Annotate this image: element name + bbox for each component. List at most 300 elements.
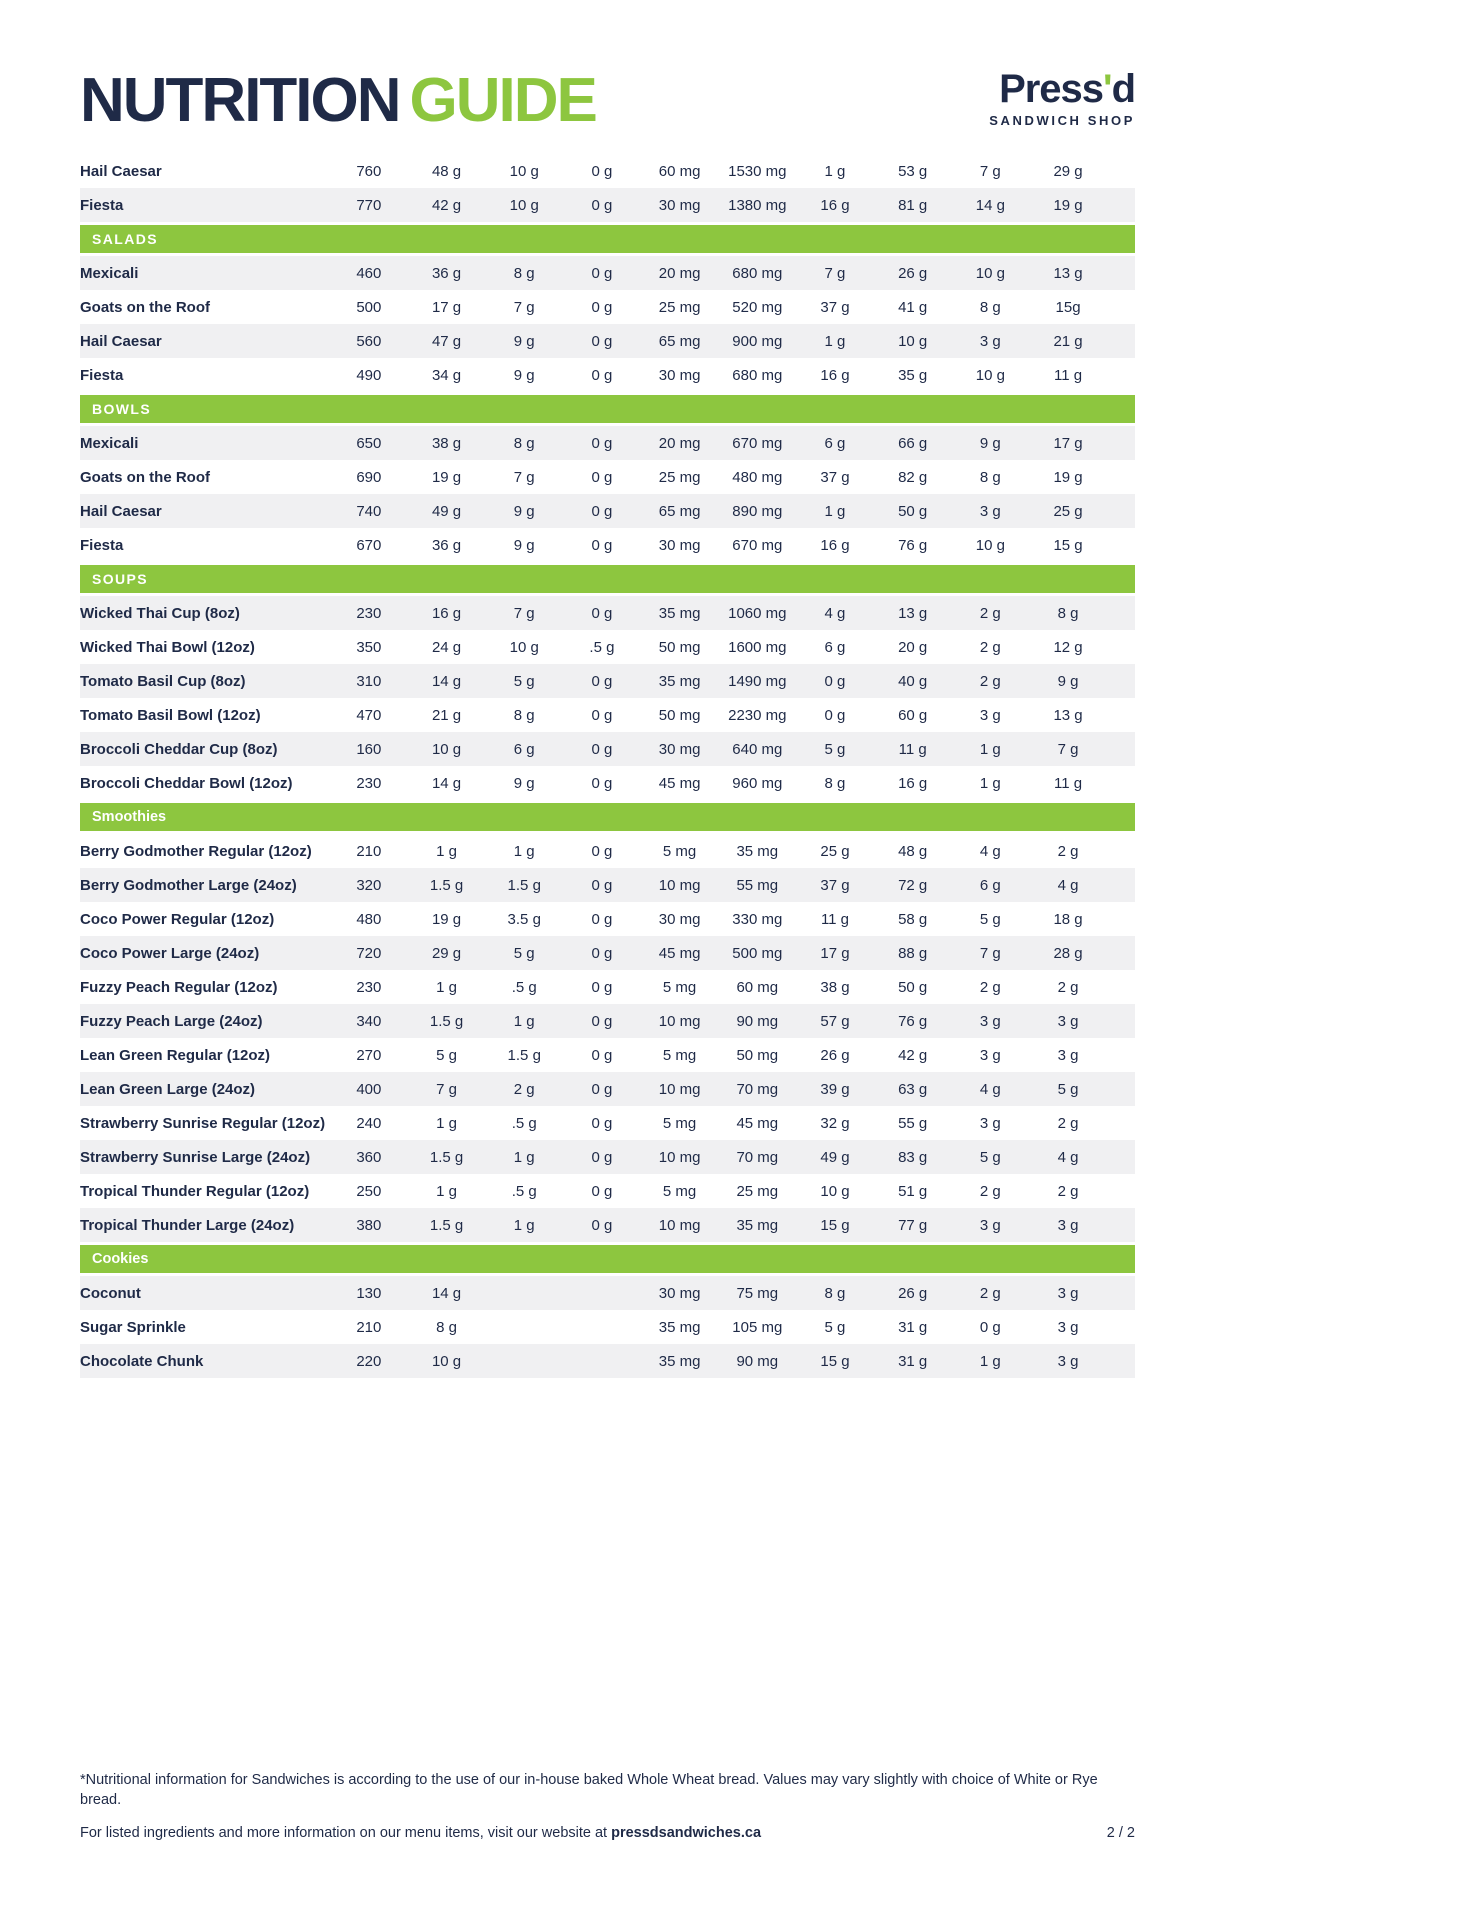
item-value-cell: 45 mg xyxy=(658,944,701,962)
table-row xyxy=(80,596,1135,630)
item-value-cell: 19 g xyxy=(431,468,462,486)
item-value-cell: 6 g xyxy=(513,740,535,758)
item-value-cell: 25 mg xyxy=(658,468,701,486)
item-value-cell: 76 g xyxy=(898,1012,928,1030)
item-value-cell: 18 g xyxy=(1053,910,1083,928)
item-value-cell: 310 xyxy=(356,672,382,690)
item-value-cell: 960 mg xyxy=(732,774,783,792)
item-value-cell: 0 g xyxy=(591,264,613,282)
item-name-cell: Sugar Sprinkle xyxy=(80,1318,186,1336)
item-value-cell xyxy=(485,1276,563,1310)
table-row xyxy=(80,868,1135,902)
item-value-cell: 4 g xyxy=(1057,876,1079,894)
row-spacer xyxy=(1107,324,1135,358)
item-value-cell: 77 g xyxy=(898,1216,928,1234)
item-value-cell: 10 g xyxy=(509,162,539,180)
item-value-cell: 13 g xyxy=(1053,264,1083,282)
item-name-cell: Fiesta xyxy=(80,366,124,384)
item-value-cell: 680 mg xyxy=(732,366,783,384)
item-value-cell: 4 g xyxy=(979,1080,1001,1098)
page-footer xyxy=(80,1770,1135,1843)
row-spacer xyxy=(1107,630,1135,664)
item-value-cell: 40 g xyxy=(898,672,928,690)
table-row xyxy=(80,936,1135,970)
row-spacer xyxy=(1107,1344,1135,1378)
item-value-cell: 1 g xyxy=(824,162,846,180)
section-header-cell xyxy=(80,222,1135,256)
item-value-cell: 16 g xyxy=(820,196,850,214)
item-value-cell: 270 xyxy=(356,1046,382,1064)
item-value-cell: 2 g xyxy=(979,638,1001,656)
item-name-cell: Tropical Thunder Regular (12oz) xyxy=(80,1182,310,1200)
item-value-cell: 13 g xyxy=(1053,706,1083,724)
item-value-cell: 3 g xyxy=(1057,1012,1079,1030)
item-value-cell: 8 g xyxy=(513,434,535,452)
section-bar: Cookies xyxy=(80,1245,1135,1273)
item-value-cell: 83 g xyxy=(898,1148,928,1166)
item-value-cell: 60 mg xyxy=(736,978,779,996)
item-value-cell: 7 g xyxy=(513,298,535,316)
item-value-cell: 90 mg xyxy=(736,1012,779,1030)
item-value-cell: 70 mg xyxy=(736,1080,779,1098)
item-name-cell: Goats on the Roof xyxy=(80,468,210,486)
logo-brand-text xyxy=(989,69,1135,109)
logo-brand-post: d xyxy=(1111,67,1135,111)
row-spacer xyxy=(1107,256,1135,290)
item-value-cell: 50 g xyxy=(898,978,928,996)
item-value-cell: 37 g xyxy=(820,876,850,894)
item-value-cell: 76 g xyxy=(898,536,928,554)
item-value-cell: 0 g xyxy=(591,162,613,180)
item-value-cell: 2230 mg xyxy=(728,706,787,724)
table-row xyxy=(80,1310,1135,1344)
item-value-cell: 42 g xyxy=(898,1046,928,1064)
item-value-cell: 15 g xyxy=(1053,536,1083,554)
item-value-cell: 8 g xyxy=(513,264,535,282)
item-value-cell: 210 xyxy=(356,842,382,860)
item-value-cell: 3 g xyxy=(979,1012,1001,1030)
item-value-cell: 0 g xyxy=(824,672,846,690)
row-spacer xyxy=(1107,154,1135,188)
item-value-cell: 490 xyxy=(356,366,382,384)
item-value-cell: 4 g xyxy=(979,842,1001,860)
item-value-cell: 10 g xyxy=(898,332,928,350)
item-value-cell: 1060 mg xyxy=(728,604,787,622)
item-name-cell: Fiesta xyxy=(80,196,124,214)
item-value-cell: 720 xyxy=(356,944,382,962)
item-value-cell: 39 g xyxy=(820,1080,850,1098)
section-header-row xyxy=(80,222,1135,256)
item-name-cell: Chocolate Chunk xyxy=(80,1352,204,1370)
item-value-cell: 9 g xyxy=(513,502,535,520)
item-value-cell: 30 mg xyxy=(658,1284,701,1302)
item-value-cell: 3 g xyxy=(979,332,1001,350)
item-value-cell: 6 g xyxy=(824,638,846,656)
item-value-cell: 26 g xyxy=(898,1284,928,1302)
item-value-cell: 32 g xyxy=(820,1114,850,1132)
table-row xyxy=(80,290,1135,324)
item-value-cell: 7 g xyxy=(513,468,535,486)
item-value-cell: 0 g xyxy=(591,910,613,928)
item-value-cell: 380 xyxy=(356,1216,382,1234)
footer-row xyxy=(80,1823,1135,1843)
item-value-cell: 9 g xyxy=(513,536,535,554)
item-value-cell: 0 g xyxy=(591,1182,613,1200)
item-value-cell: 5 mg xyxy=(662,1182,697,1200)
item-name-cell: Tomato Basil Cup (8oz) xyxy=(80,672,246,690)
item-value-cell: 690 xyxy=(356,468,382,486)
item-value-cell: 8 g xyxy=(979,298,1001,316)
item-name-cell: Tomato Basil Bowl (12oz) xyxy=(80,706,261,724)
item-value-cell: 8 g xyxy=(513,706,535,724)
table-row xyxy=(80,426,1135,460)
item-value-cell: 11 g xyxy=(1054,774,1083,792)
item-value-cell: 0 g xyxy=(591,468,613,486)
item-value-cell: 16 g xyxy=(431,604,462,622)
website-link[interactable]: pressdsandwiches.ca xyxy=(611,1825,762,1841)
item-value-cell: 19 g xyxy=(1053,196,1083,214)
page-number: 2 / 2 xyxy=(1106,1825,1135,1841)
item-value-cell: 0 g xyxy=(824,706,846,724)
row-spacer xyxy=(1107,1004,1135,1038)
item-value-cell: 34 g xyxy=(431,366,462,384)
item-value-cell: 26 g xyxy=(898,264,928,282)
table-row xyxy=(80,528,1135,562)
item-value-cell: 88 g xyxy=(898,944,928,962)
row-spacer xyxy=(1107,766,1135,800)
item-value-cell: 14 g xyxy=(431,774,462,792)
item-value-cell: 1 g xyxy=(824,332,846,350)
item-value-cell: 670 xyxy=(356,536,382,554)
title-word-guide: GUIDE xyxy=(409,66,596,135)
item-value-cell: 81 g xyxy=(898,196,928,214)
item-value-cell: 65 mg xyxy=(658,332,701,350)
item-value-cell: 4 g xyxy=(1057,1148,1079,1166)
row-spacer xyxy=(1107,698,1135,732)
item-value-cell: 1 g xyxy=(513,1216,535,1234)
item-value-cell: 14 g xyxy=(431,1284,462,1302)
item-value-cell: 890 mg xyxy=(732,502,783,520)
page-title xyxy=(80,66,596,135)
title-word-nutrition: NUTRITION xyxy=(80,66,400,135)
item-value-cell: 1 g xyxy=(824,502,846,520)
item-value-cell: 0 g xyxy=(591,434,613,452)
item-value-cell: 1.5 g xyxy=(429,1216,464,1234)
item-value-cell: 8 g xyxy=(1057,604,1079,622)
row-spacer xyxy=(1107,732,1135,766)
item-value-cell: 5 g xyxy=(513,672,535,690)
item-value-cell: 82 g xyxy=(898,468,928,486)
item-value-cell xyxy=(485,1310,563,1344)
item-value-cell: 3 g xyxy=(1057,1352,1079,1370)
item-value-cell: 0 g xyxy=(591,366,613,384)
item-value-cell: 350 xyxy=(356,638,382,656)
row-spacer xyxy=(1107,494,1135,528)
item-value-cell: 230 xyxy=(356,774,382,792)
item-name-cell: Berry Godmother Large (24oz) xyxy=(80,876,297,894)
item-name-cell: Mexicali xyxy=(80,264,139,282)
item-value-cell: 12 g xyxy=(1053,638,1083,656)
item-value-cell: 1 g xyxy=(513,1012,535,1030)
row-spacer xyxy=(1107,1174,1135,1208)
item-value-cell: 30 mg xyxy=(658,740,701,758)
item-value-cell: 8 g xyxy=(824,774,846,792)
item-value-cell: 10 g xyxy=(975,366,1005,384)
item-value-cell: 0 g xyxy=(591,774,613,792)
item-value-cell: 2 g xyxy=(979,1284,1001,1302)
item-value-cell: 0 g xyxy=(591,1012,613,1030)
section-header-row xyxy=(80,392,1135,426)
item-value-cell: 3 g xyxy=(1057,1216,1079,1234)
item-value-cell: 2 g xyxy=(979,672,1001,690)
item-value-cell: 320 xyxy=(356,876,382,894)
item-value-cell: 50 mg xyxy=(658,706,701,724)
item-value-cell: 21 g xyxy=(431,706,462,724)
table-row xyxy=(80,664,1135,698)
item-value-cell: 7 g xyxy=(1057,740,1079,758)
item-value-cell: 17 g xyxy=(1053,434,1083,452)
item-name-cell: Lean Green Regular (12oz) xyxy=(80,1046,271,1064)
item-value-cell: 5 mg xyxy=(662,978,697,996)
table-row xyxy=(80,324,1135,358)
row-spacer xyxy=(1107,664,1135,698)
item-value-cell: 1 g xyxy=(979,1352,1001,1370)
item-value-cell: 35 mg xyxy=(658,604,701,622)
item-value-cell: 41 g xyxy=(898,298,928,316)
item-value-cell: 9 g xyxy=(1057,672,1079,690)
item-value-cell: 5 g xyxy=(824,1318,846,1336)
item-value-cell: 10 g xyxy=(431,1352,462,1370)
item-value-cell: 3 g xyxy=(979,706,1001,724)
item-value-cell: 0 g xyxy=(591,1046,613,1064)
item-value-cell: 1 g xyxy=(979,774,1001,792)
item-value-cell: .5 g xyxy=(511,978,537,996)
item-value-cell: 5 mg xyxy=(662,1046,697,1064)
item-name-cell: Berry Godmother Regular (12oz) xyxy=(80,842,312,860)
item-name-cell: Wicked Thai Bowl (12oz) xyxy=(80,638,255,656)
item-value-cell: 25 g xyxy=(1053,502,1083,520)
item-value-cell: 3 g xyxy=(979,502,1001,520)
item-value-cell: 10 g xyxy=(820,1182,850,1200)
item-value-cell: 2 g xyxy=(1057,1114,1079,1132)
section-header-cell xyxy=(80,1242,1135,1276)
table-row xyxy=(80,1106,1135,1140)
item-value-cell: 340 xyxy=(356,1012,382,1030)
item-value-cell: 35 mg xyxy=(658,1318,701,1336)
item-value-cell: 1 g xyxy=(513,1148,535,1166)
item-value-cell: 37 g xyxy=(820,298,850,316)
row-spacer xyxy=(1107,460,1135,494)
item-value-cell: 670 mg xyxy=(732,434,783,452)
item-value-cell: 29 g xyxy=(431,944,462,962)
item-value-cell: 10 g xyxy=(431,740,462,758)
item-value-cell: 160 xyxy=(356,740,382,758)
logo-apostrophe: ' xyxy=(1103,67,1112,111)
item-value-cell: 1 g xyxy=(436,1182,457,1200)
table-row xyxy=(80,460,1135,494)
item-name-cell: Wicked Thai Cup (8oz) xyxy=(80,604,240,622)
item-value-cell: 0 g xyxy=(591,706,613,724)
item-value-cell: 38 g xyxy=(431,434,462,452)
item-value-cell: 45 mg xyxy=(658,774,701,792)
item-value-cell: 0 g xyxy=(591,1114,613,1132)
item-value-cell: 0 g xyxy=(591,604,613,622)
row-spacer xyxy=(1107,596,1135,630)
item-value-cell: 1600 mg xyxy=(728,638,787,656)
item-value-cell: 7 g xyxy=(979,162,1001,180)
item-value-cell: 1380 mg xyxy=(728,196,787,214)
item-value-cell: 50 mg xyxy=(658,638,701,656)
row-spacer xyxy=(1107,936,1135,970)
item-name-cell: Tropical Thunder Large (24oz) xyxy=(80,1216,295,1234)
item-value-cell: 90 mg xyxy=(736,1352,779,1370)
item-value-cell: 0 g xyxy=(591,1080,613,1098)
item-value-cell: 48 g xyxy=(431,162,462,180)
item-value-cell: 0 g xyxy=(591,978,613,996)
item-value-cell: 330 mg xyxy=(732,910,783,928)
item-value-cell: 17 g xyxy=(431,298,462,316)
item-value-cell: 650 xyxy=(356,434,382,452)
section-bar: Smoothies xyxy=(80,803,1135,831)
item-value-cell: 25 g xyxy=(820,842,850,860)
table-row xyxy=(80,1072,1135,1106)
table-row xyxy=(80,1038,1135,1072)
item-value-cell: 8 g xyxy=(979,468,1001,486)
row-spacer xyxy=(1107,528,1135,562)
section-header-row xyxy=(80,800,1135,834)
table-row xyxy=(80,630,1135,664)
table-row xyxy=(80,188,1135,222)
item-value-cell: 5 mg xyxy=(662,842,697,860)
row-spacer xyxy=(1107,188,1135,222)
row-spacer xyxy=(1107,1208,1135,1242)
section-header-row xyxy=(80,1242,1135,1276)
item-value-cell: 8 g xyxy=(436,1318,457,1336)
item-value-cell: 47 g xyxy=(431,332,462,350)
section-header-cell xyxy=(80,800,1135,834)
item-value-cell: 680 mg xyxy=(732,264,783,282)
item-value-cell: 45 mg xyxy=(736,1114,779,1132)
item-value-cell: 460 xyxy=(356,264,382,282)
row-spacer xyxy=(1107,970,1135,1004)
item-value-cell: 230 xyxy=(356,978,382,996)
item-value-cell: 900 mg xyxy=(732,332,783,350)
item-value-cell: 210 xyxy=(356,1318,382,1336)
item-value-cell: 16 g xyxy=(820,536,850,554)
item-value-cell: 49 g xyxy=(820,1148,850,1166)
item-value-cell: 48 g xyxy=(898,842,928,860)
item-value-cell: 640 mg xyxy=(732,740,783,758)
item-value-cell: 5 g xyxy=(513,944,535,962)
item-value-cell: 0 g xyxy=(979,1318,1001,1336)
table-row xyxy=(80,256,1135,290)
item-name-cell: Coconut xyxy=(80,1284,141,1302)
item-value-cell: 670 mg xyxy=(732,536,783,554)
item-value-cell: 0 g xyxy=(591,1216,613,1234)
item-value-cell: 3 g xyxy=(979,1046,1001,1064)
item-value-cell: 20 g xyxy=(898,638,928,656)
item-value-cell: 3 g xyxy=(1057,1046,1079,1064)
item-value-cell: 5 g xyxy=(979,910,1001,928)
item-value-cell: 1 g xyxy=(436,1114,457,1132)
item-value-cell: 0 g xyxy=(591,672,613,690)
section-bar: BOWLS xyxy=(80,395,1135,423)
item-value-cell: 63 g xyxy=(898,1080,928,1098)
item-value-cell: 1 g xyxy=(436,978,457,996)
item-value-cell: 0 g xyxy=(591,876,613,894)
item-name-cell: Strawberry Sunrise Regular (12oz) xyxy=(80,1114,326,1132)
item-value-cell: 36 g xyxy=(431,264,462,282)
footer-info-text: For listed ingredients and more information on our menu items, visit our website at xyxy=(80,1825,612,1841)
item-value-cell: 0 g xyxy=(591,944,613,962)
item-value-cell: 13 g xyxy=(898,604,928,622)
item-value-cell: 25 mg xyxy=(658,298,701,316)
item-value-cell: 3 g xyxy=(979,1216,1001,1234)
item-value-cell: 30 mg xyxy=(658,196,701,214)
item-value-cell xyxy=(563,1276,641,1310)
item-value-cell: 8 g xyxy=(824,1284,846,1302)
item-value-cell: 240 xyxy=(356,1114,382,1132)
table-row xyxy=(80,970,1135,1004)
item-value-cell: 6 g xyxy=(824,434,846,452)
item-value-cell: 2 g xyxy=(1057,978,1079,996)
item-value-cell: 1530 mg xyxy=(728,162,787,180)
table-row xyxy=(80,1140,1135,1174)
nutrition-table-body xyxy=(80,154,1135,1378)
item-value-cell: 10 g xyxy=(509,638,539,656)
pressd-logo xyxy=(989,69,1135,132)
nutrition-table xyxy=(80,154,1135,1378)
item-value-cell: 500 xyxy=(356,298,382,316)
item-value-cell: 30 mg xyxy=(658,366,701,384)
item-value-cell: 35 mg xyxy=(658,1352,701,1370)
item-value-cell: 105 mg xyxy=(732,1318,783,1336)
table-row xyxy=(80,154,1135,188)
row-spacer xyxy=(1107,868,1135,902)
item-value-cell: 1 g xyxy=(513,842,535,860)
table-row xyxy=(80,1276,1135,1310)
row-spacer xyxy=(1107,1072,1135,1106)
item-value-cell: 250 xyxy=(356,1182,382,1200)
item-value-cell: 11 g xyxy=(1054,366,1083,384)
item-value-cell: 21 g xyxy=(1053,332,1083,350)
item-value-cell: 10 mg xyxy=(658,1012,701,1030)
table-row xyxy=(80,358,1135,392)
item-value-cell: 11 g xyxy=(820,910,850,928)
item-value-cell: 15 g xyxy=(820,1352,850,1370)
item-value-cell: 38 g xyxy=(820,978,850,996)
item-value-cell: 2 g xyxy=(1057,1182,1079,1200)
item-value-cell: 9 g xyxy=(979,434,1001,452)
item-value-cell: 9 g xyxy=(513,366,535,384)
item-value-cell: 0 g xyxy=(591,740,613,758)
item-value-cell: 1490 mg xyxy=(728,672,787,690)
section-bar: SOUPS xyxy=(80,565,1135,593)
item-value-cell: 11 g xyxy=(898,740,927,758)
item-value-cell: 35 mg xyxy=(736,1216,779,1234)
item-value-cell: 7 g xyxy=(824,264,846,282)
item-value-cell: 10 g xyxy=(975,536,1005,554)
item-name-cell: Fuzzy Peach Regular (12oz) xyxy=(80,978,278,996)
table-row xyxy=(80,494,1135,528)
item-value-cell: 360 xyxy=(356,1148,382,1166)
item-value-cell: 35 mg xyxy=(658,672,701,690)
item-value-cell: 10 mg xyxy=(658,1148,701,1166)
table-row xyxy=(80,698,1135,732)
row-spacer xyxy=(1107,1106,1135,1140)
item-value-cell: 30 mg xyxy=(658,536,701,554)
item-value-cell: 50 g xyxy=(898,502,928,520)
